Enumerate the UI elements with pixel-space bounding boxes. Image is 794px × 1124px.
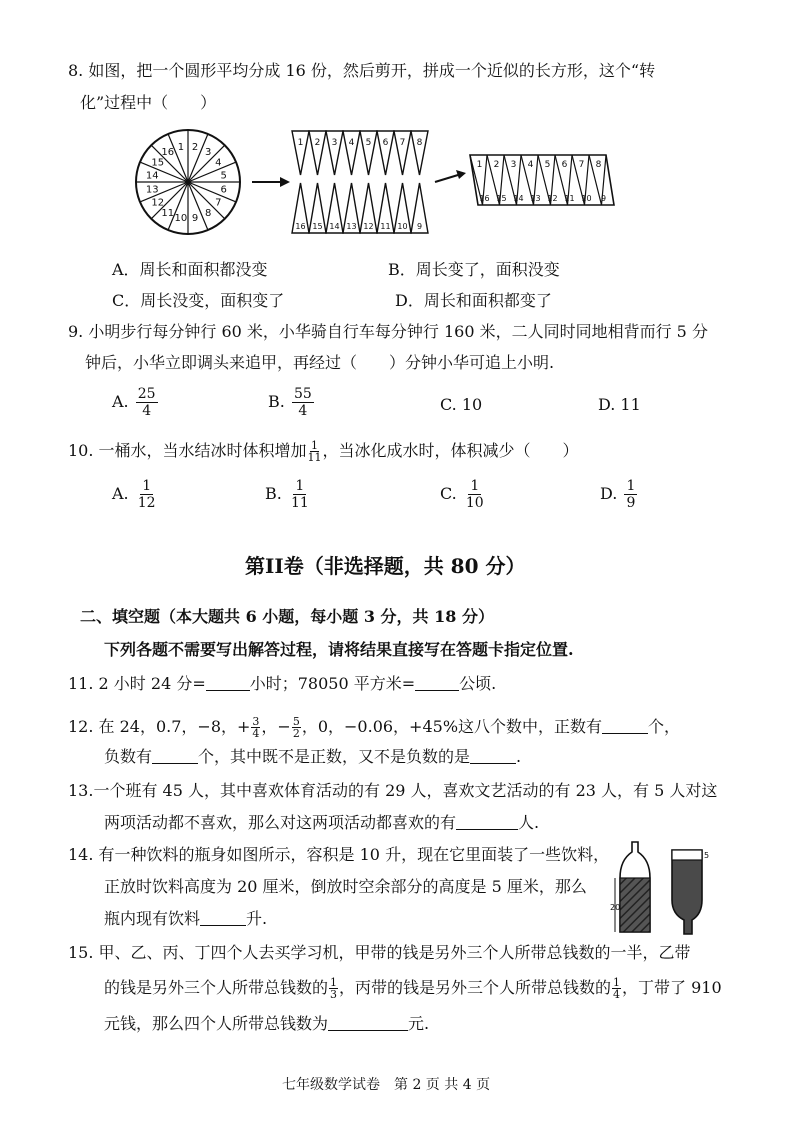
q14-line3: [104, 908, 267, 930]
sector-label: 4: [527, 160, 534, 170]
q9-option-a: [112, 386, 160, 419]
q13-line2-b: 人.: [518, 813, 540, 832]
sector-label: 7: [578, 160, 585, 170]
numerator: 1: [311, 439, 319, 452]
numerator: 1: [470, 478, 480, 494]
denominator: 12: [137, 495, 156, 511]
q12-line2-c: .: [516, 747, 522, 766]
denominator: 3: [330, 988, 338, 1001]
answer-blank[interactable]: [152, 747, 198, 764]
q15-line2-c: ，丁带了 910: [622, 978, 722, 997]
q11-text-c: 公顷.: [459, 674, 497, 693]
q10-stem: [68, 440, 579, 463]
q8-option-a: A．周长和面积都没变: [112, 260, 268, 279]
q13-line1: 13.一个班有 45 人，其中喜欢体育活动的有 29 人，喜欢文艺活动的有 23 人，有 5 人对这: [68, 781, 718, 800]
denominator: 4: [252, 727, 260, 740]
numerator: 55: [293, 386, 312, 402]
fraction: [308, 440, 322, 463]
q12-text-c: ，0，−0.06，+45%这八个数中，正数有: [301, 717, 603, 736]
sector-label: 8: [416, 138, 423, 148]
q10-option-b: [265, 478, 313, 511]
q12-text-b: ，−: [261, 717, 291, 736]
sector-label: 3: [510, 160, 517, 170]
q10-text-b: ，当冰化成水时，体积减少（ ）: [322, 441, 579, 460]
sector-label: 12: [151, 197, 165, 209]
denominator: 9: [626, 495, 636, 511]
sector-label: 2: [493, 160, 500, 170]
sector-label: 4: [215, 157, 222, 169]
sector-label: 11: [380, 222, 391, 231]
numerator: 1: [626, 478, 636, 494]
sector-label: 7: [399, 138, 406, 148]
q8-option-d: D．周长和面积都变了: [395, 291, 552, 310]
q14-line3-a: 瓶内现有饮料: [104, 909, 201, 928]
sector-circle: [136, 130, 240, 234]
denominator: 10: [465, 495, 484, 511]
denominator: 4: [142, 403, 152, 419]
sector-label: 13: [530, 194, 541, 203]
q12-line2: [104, 746, 521, 768]
q9-option-b: [268, 386, 316, 419]
approx-rectangle: [470, 155, 614, 205]
fraction: [136, 478, 158, 511]
q12-text-d: 个，: [648, 717, 681, 736]
fraction: [464, 478, 486, 511]
sector-label: 8: [205, 207, 212, 219]
inverted-bottle: [672, 850, 709, 934]
sector-label: 3: [205, 147, 212, 159]
q11-text-b: 小时；78050 平方米=: [249, 674, 416, 693]
answer-blank[interactable]: [470, 747, 516, 764]
sector-label: 15: [312, 222, 323, 231]
sector-label: 5: [220, 170, 227, 182]
sector-label: 14: [513, 194, 524, 203]
sector-label: 16: [161, 147, 175, 159]
q12-line2-a: 负数有: [104, 747, 153, 766]
q10-text-a: 10. 一桶水，当水结冰时体积增加: [68, 441, 307, 460]
q15-line2: [104, 972, 722, 1004]
half-rectangle: [292, 131, 428, 233]
option-label: B.: [268, 392, 285, 411]
numerator: 1: [613, 976, 621, 989]
sector-label: 5: [544, 160, 551, 170]
approx-rectangle-outline: [470, 155, 614, 205]
section-title: 第II卷（非选择题，共 80 分）: [245, 554, 526, 578]
sector-label: 6: [561, 160, 568, 170]
sector-label: 8: [595, 160, 602, 170]
sector-label: 6: [220, 184, 227, 196]
sector-label: 10: [174, 213, 188, 225]
denominator: 11: [290, 495, 309, 511]
sector-label: 5: [365, 138, 372, 148]
fraction: [136, 386, 158, 419]
q14-line2: 正放时饮料高度为 20 厘米，倒放时空余部分的高度是 5 厘米，那么: [104, 877, 587, 896]
sector-label: 3: [331, 138, 338, 148]
answer-blank[interactable]: [206, 674, 250, 691]
sector-label: 10: [581, 194, 592, 203]
fraction: [292, 716, 301, 739]
arrow-right-icon: [252, 177, 290, 187]
sector-label: 9: [191, 213, 199, 225]
fraction: [292, 386, 314, 419]
q12-line1: [68, 710, 680, 744]
q14-line1: 14. 有一种饮料的瓶身如图所示，容积是 10 升，现在它里面装了一些饮料，: [68, 845, 610, 864]
q9-option-c: C. 10: [440, 395, 483, 414]
q15-line2-b: ，丙带的钱是另外三个人所带总钱数的: [339, 978, 612, 997]
q12-text-a: 12. 在 24，0.7，−8，+: [68, 717, 251, 736]
part2-instruction: 下列各题不需要写出解答过程，请将结果直接写在答题卡指定位置.: [104, 640, 574, 659]
answer-blank[interactable]: [328, 1014, 408, 1031]
numerator: 5: [292, 715, 300, 728]
sector-label: 6: [382, 138, 389, 148]
sector-label: 2: [314, 138, 321, 148]
option-label: A.: [112, 484, 129, 503]
fraction: [251, 716, 260, 739]
q13-line2-a: 两项活动都不喜欢，那么对这两项活动都喜欢的有: [104, 813, 457, 832]
numerator: 1: [295, 478, 305, 494]
q10-option-a: [112, 478, 160, 511]
sector-label: 11: [161, 207, 175, 219]
sector-label: 2: [191, 141, 199, 153]
q8-figure: [130, 125, 650, 240]
q15-line3-b: 元.: [408, 1014, 430, 1033]
q8-option-c: C．周长没变，面积变了: [112, 291, 285, 310]
sector-label: 14: [145, 170, 159, 182]
denominator: 2: [292, 727, 300, 740]
bottle-figure: [606, 838, 716, 938]
q8-line1: 8. 如图，把一个圆形平均分成 16 份，然后剪开，拼成一个近似的长方形，这个“转: [68, 61, 656, 80]
sector-label: 12: [363, 222, 374, 231]
q13-line2: [104, 812, 539, 834]
q9-line1: 9. 小明步行每分钟行 60 米，小华骑自行车每分钟行 160 米，二人同时同地相背而行 5 分: [68, 322, 708, 341]
option-label: B.: [265, 484, 282, 503]
numerator: 25: [137, 386, 156, 402]
q10-option-d: [600, 478, 639, 511]
page-footer: 七年级数学试卷 第 2 页 共 4 页: [282, 1077, 491, 1093]
q12-line2-b: 个，其中既不是正数，又不是负数的是: [198, 747, 471, 766]
q15-line1: 15. 甲、乙、丙、丁四个人去买学习机，甲带的钱是另外三个人所带总钱数的一半，乙带: [68, 943, 691, 962]
fraction: [612, 977, 621, 1000]
q15-line3-a: 元钱，那么四个人所带总钱数为: [104, 1014, 329, 1033]
answer-blank[interactable]: [415, 674, 459, 691]
height-label-20: 20: [610, 903, 621, 912]
q8-option-b: B．周长变了，面积没变: [388, 260, 560, 279]
upright-bottle: [610, 842, 650, 932]
sector-label: 16: [479, 194, 490, 203]
circle-center: [186, 180, 191, 185]
sector-label: 1: [177, 141, 185, 153]
arrow-right-icon: [435, 170, 466, 182]
sector-label: 9: [600, 194, 607, 203]
sector-label: 9: [416, 222, 423, 231]
sector-label: 15: [151, 157, 165, 169]
q15-line2-a: 的钱是另外三个人所带总钱数的: [104, 978, 329, 997]
sector-label: 15: [496, 194, 507, 203]
q9-option-d: D. 11: [598, 395, 641, 414]
q14-line3-b: 升.: [246, 909, 268, 928]
q9-line2: 钟后，小华立即调头来追甲，再经过（ ）分钟小华可追上小明.: [85, 353, 555, 372]
fraction: [624, 478, 637, 511]
sector-label: 16: [295, 222, 306, 231]
denominator: 11: [307, 451, 322, 464]
numerator: 1: [142, 478, 152, 494]
q8-line2: 化”过程中（ ）: [80, 93, 217, 112]
sector-label: 13: [145, 184, 159, 196]
fraction: [329, 977, 338, 1000]
sector-label: 1: [476, 160, 483, 170]
numerator: 3: [252, 715, 260, 728]
sector-label: 1: [297, 138, 304, 148]
q15-line3: [104, 1013, 429, 1035]
q11: [68, 673, 496, 695]
sector-label: 12: [547, 194, 558, 203]
option-label: C.: [440, 484, 457, 503]
option-label: A.: [112, 392, 129, 411]
numerator: 1: [330, 976, 338, 989]
answer-blank[interactable]: [456, 813, 518, 830]
part2-heading: 二、填空题（本大题共 6 小题，每小题 3 分，共 18 分）: [80, 607, 494, 626]
height-label-5: 5: [704, 851, 710, 860]
sector-label: 4: [348, 138, 355, 148]
sector-label: 10: [397, 222, 408, 231]
q11-text-a: 11. 2 小时 24 分=: [68, 674, 206, 693]
answer-blank[interactable]: [200, 909, 246, 926]
sector-label: 7: [215, 197, 222, 209]
denominator: 4: [298, 403, 308, 419]
sector-label: 13: [346, 222, 357, 231]
sector-label: 11: [564, 194, 575, 203]
denominator: 4: [613, 988, 621, 1001]
sector-label: 14: [329, 222, 340, 231]
fraction: [289, 478, 311, 511]
option-label: D.: [600, 484, 618, 503]
q10-option-c: [440, 478, 488, 511]
answer-blank[interactable]: [602, 717, 648, 734]
